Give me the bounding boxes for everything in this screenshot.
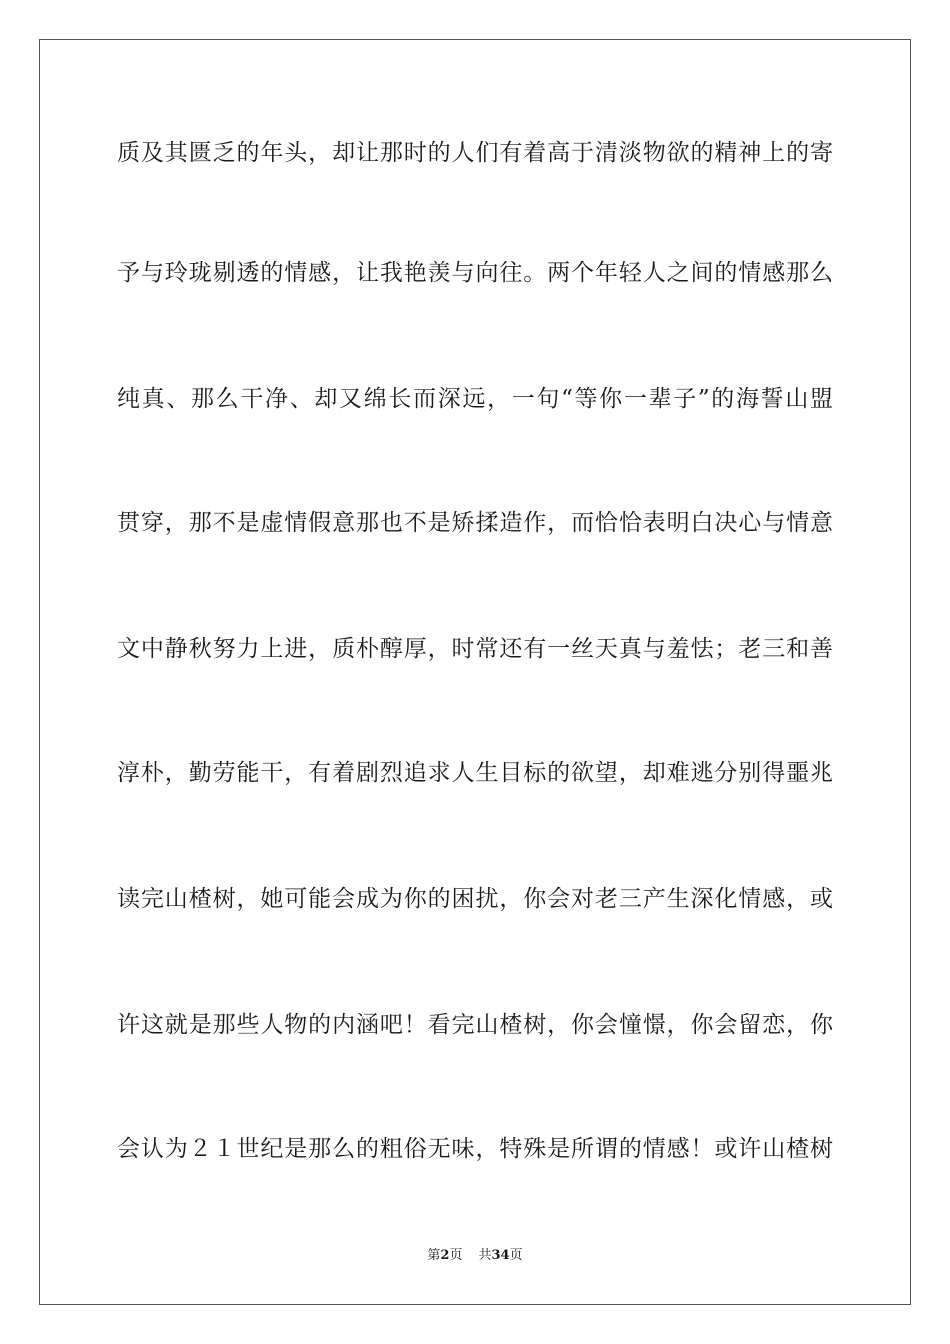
text-line-1: 质及其匮乏的年头，却让那时的人们有着高于清淡物欲的精神上的寄 <box>117 140 833 166</box>
page-number-label: 第2页 <box>427 1248 463 1263</box>
text-line-4: 贯穿，那不是虚情假意那也不是矫揉造作，而恰恰表明白决心与情意 <box>117 510 833 536</box>
text-line-6: 淳朴，勤劳能干，有着剧烈追求人生目标的欲望，却难逃分别得噩兆 <box>117 760 833 786</box>
total-pages-label: 共34页 <box>478 1248 523 1263</box>
text-line-9: 会认为２１世纪是那么的粗俗无味，特殊是所谓的情感！或许山楂树 <box>117 1136 833 1162</box>
text-line-2: 予与玲珑剔透的情感，让我艳羡与向往。两个年轻人之间的情感那么 <box>117 260 833 286</box>
text-line-5: 文中静秋努力上进，质朴醇厚，时常还有一丝天真与羞怯；老三和善 <box>117 636 833 662</box>
text-line-8: 许这就是那些人物的内涵吧！看完山楂树，你会憧憬，你会留恋，你 <box>117 1012 833 1038</box>
text-line-3: 纯真、那么干净、却又绵长而深远，一句“等你一辈子”的海誓山盟 <box>117 386 833 412</box>
page-footer <box>0 1248 950 1264</box>
page-border <box>39 39 911 1305</box>
text-line-7: 读完山楂树，她可能会成为你的困扰，你会对老三产生深化情感，或 <box>117 886 833 912</box>
